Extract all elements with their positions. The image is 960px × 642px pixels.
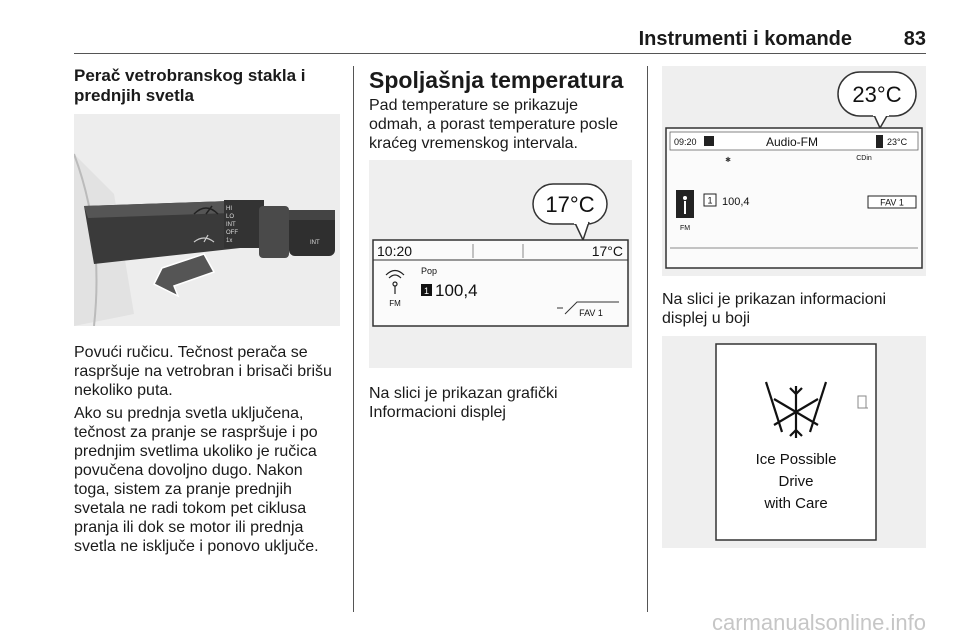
preset-number: 1 xyxy=(423,286,430,296)
lever-label: LO xyxy=(226,214,235,220)
display-source: Audio-FM xyxy=(765,135,819,149)
knob-label: INT xyxy=(310,240,320,246)
page-header xyxy=(74,26,926,54)
color-info-display-illustration xyxy=(662,66,926,276)
header-title: Instrumenti i komande xyxy=(638,28,852,50)
status-icon xyxy=(704,136,714,146)
warning-line-2: Drive xyxy=(778,473,814,490)
lever-label: 1x xyxy=(226,238,233,244)
wiper-lever-illustration xyxy=(74,114,340,326)
bubble-temperature: 23°C xyxy=(852,82,902,107)
graphic-display-caption: Na slici je prikazan grafički Informacioni displej xyxy=(369,385,558,421)
bluetooth-icon: ✱ xyxy=(725,157,731,164)
display-time: 09:20 xyxy=(674,137,697,147)
fav-label: FAV 1 xyxy=(579,308,603,318)
column-temperature xyxy=(369,66,635,153)
graphic-info-display-illustration xyxy=(369,160,632,368)
display-temperature: 23°C xyxy=(887,137,908,147)
washer-paragraph-2: Ako su prednja svetla uključena, tečnost za pranje se raspršuje i po prednjim svetlima ukoliko je ručica povučena dovoljno dugo. Nakon toga, sistem za pranje prednjih svetala ne radi tokom pet ciklusa pranja ili dok se motor ili prednja svetla ne isključe i ponovo uključe. xyxy=(74,405,319,555)
frequency-value: 100,4 xyxy=(435,281,478,300)
bubble-temperature: 17°C xyxy=(545,192,595,217)
color-display-caption: Na slici je prikazan informacioni displej u boji xyxy=(662,291,887,327)
column-divider xyxy=(353,66,354,612)
lever-label: HI xyxy=(226,206,232,212)
watermark: carmanualsonline.info xyxy=(711,610,926,635)
column-washer xyxy=(74,66,340,106)
temperature-paragraph: Pad temperature se prikazuje odmah, a porast temperature posle kraćeg vremenskog intervala. xyxy=(369,97,619,152)
page-number: 83 xyxy=(903,28,926,50)
washer-paragraph-1: Povući ručicu. Tečnost perača se raspršuje na vetrobran i brisači brišu nekoliko puta. xyxy=(74,344,332,399)
cd-label: CDin xyxy=(856,155,872,162)
frequency-value: 100,4 xyxy=(722,196,750,208)
warning-line-1: Ice Possible xyxy=(755,451,837,468)
band-label: FM xyxy=(679,225,691,232)
display-temperature: 17°C xyxy=(591,243,623,259)
warning-line-3: with Care xyxy=(764,495,828,512)
section-heading-temperature: Spoljašnja temperatura xyxy=(369,67,624,93)
lever-label: INT xyxy=(226,222,236,228)
column-divider xyxy=(647,66,648,612)
preset-number: 1 xyxy=(707,195,713,206)
phone-icon xyxy=(876,135,883,148)
fav-label: FAV 1 xyxy=(880,197,904,208)
radio-antenna-icon xyxy=(676,190,694,218)
lever-label: OFF xyxy=(226,230,238,236)
band-label: FM xyxy=(389,299,401,308)
ice-warning-illustration xyxy=(662,336,926,548)
section-heading-washer: Perač vetrobranskog stakla i prednjih svetla xyxy=(74,66,306,105)
display-time: 10:20 xyxy=(377,243,413,259)
station-label: Pop xyxy=(421,266,438,276)
